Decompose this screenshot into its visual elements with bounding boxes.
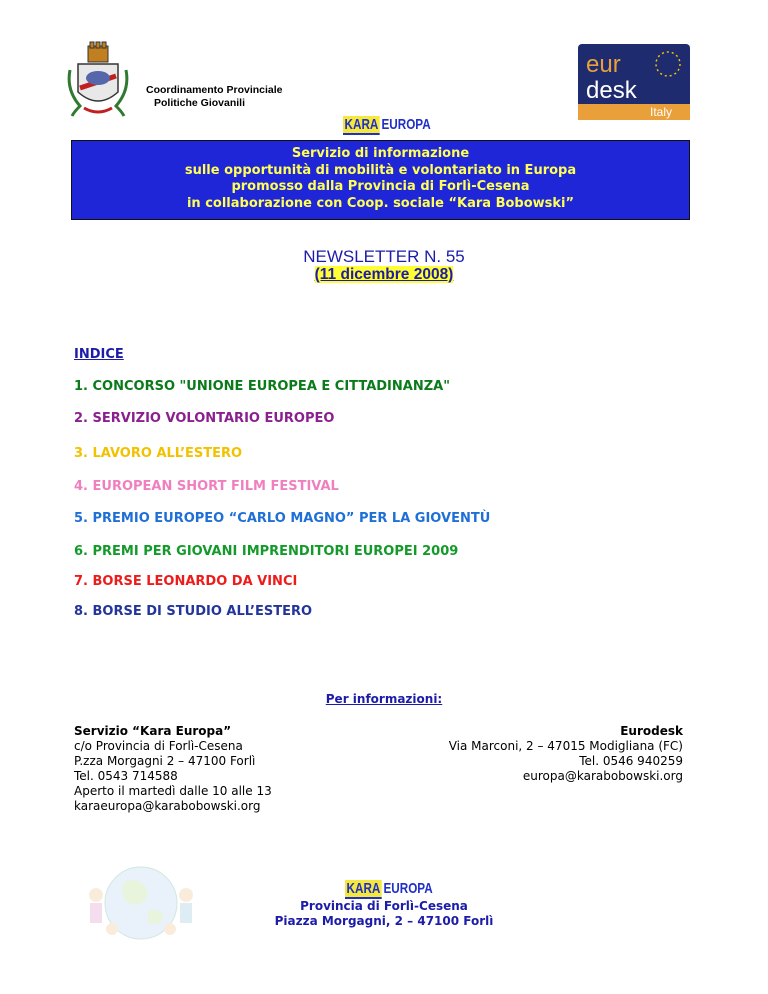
- index-item[interactable]: 7. BORSE LEONARDO DA VINCI: [74, 574, 298, 589]
- contact-left-line: Aperto il martedì dalle 10 alle 13: [74, 784, 272, 798]
- info-heading: Per informazioni:: [325, 692, 443, 706]
- banner-line-4: in collaborazione con Coop. sociale “Kara Bobowski”: [186, 195, 575, 211]
- index-item[interactable]: 4. EUROPEAN SHORT FILM FESTIVAL: [74, 479, 339, 494]
- footer-line-1: Provincia di Forlì-Cesena: [300, 899, 468, 913]
- contact-right-line: Tel. 0546 940259: [579, 754, 683, 768]
- org-line-1: Coordinamento Provinciale: [146, 84, 283, 96]
- contact-left-line: Tel. 0543 714588: [74, 769, 178, 783]
- kara-logo-part1: KARA: [346, 880, 381, 897]
- index-item[interactable]: 1. CONCORSO "UNIONE EUROPEA E CITTADINANZA": [74, 379, 450, 394]
- index-item[interactable]: 6. PREMI PER GIOVANI IMPRENDITORI EUROPEI 2009: [74, 544, 459, 559]
- kara-europa-footer-logo: [345, 880, 433, 897]
- index-item[interactable]: 2. SERVIZIO VOLONTARIO EUROPEO: [74, 411, 335, 426]
- contact-left-line: P.zza Morgagni 2 – 47100 Forlì: [74, 754, 256, 768]
- footer-address: [0, 899, 768, 929]
- coat-of-arms-logo: [66, 40, 130, 120]
- contact-right-email[interactable]: europa@karabobowski.org: [522, 769, 683, 783]
- banner-line-3: promosso dalla Provincia di Forlì-Cesena: [231, 179, 530, 194]
- newsletter-date-text: (11 dicembre 2008): [314, 266, 454, 283]
- kara-logo-part2: EUROPA: [381, 116, 431, 133]
- kara-logo-part1: KARA: [344, 116, 379, 133]
- index-item[interactable]: 5. PREMIO EUROPEO “CARLO MAGNO” PER LA GIOVENTÙ: [74, 511, 491, 526]
- banner-line-1: Servizio di informazione: [291, 146, 470, 161]
- contact-kara-europa: [74, 724, 272, 814]
- contact-right-line: Via Marconi, 2 – 47015 Modigliana (FC): [448, 739, 683, 753]
- kara-logo-part2: EUROPA: [383, 880, 433, 897]
- org-line-2: Politiche Giovanili: [154, 97, 246, 109]
- index-heading: INDICE: [74, 347, 124, 362]
- organization-name: [146, 84, 283, 110]
- svg-text:desk: desk: [586, 77, 637, 104]
- eurodesk-logo: [578, 44, 690, 120]
- contact-right-title: Eurodesk: [620, 724, 683, 738]
- index-item[interactable]: 3. LAVORO ALL’ESTERO: [74, 446, 243, 461]
- service-banner: [71, 140, 690, 220]
- newsletter-date: [0, 266, 768, 284]
- contact-eurodesk: [449, 724, 683, 784]
- footer-line-2: Piazza Morgagni, 2 – 47100 Forlì: [274, 914, 494, 928]
- contact-left-email[interactable]: karaeuropa@karabobowski.org: [74, 799, 261, 813]
- svg-text:Italy: Italy: [650, 105, 673, 119]
- kara-europa-logo: [343, 116, 431, 133]
- banner-line-2: sulle opportunità di mobilità e volontariato in Europa: [184, 162, 577, 178]
- contact-left-line: c/o Provincia di Forlì-Cesena: [74, 739, 243, 753]
- svg-text:eur: eur: [586, 51, 621, 78]
- contact-left-title: Servizio “Kara Europa”: [74, 724, 232, 738]
- newsletter-title: NEWSLETTER N. 55: [303, 247, 465, 266]
- index-item[interactable]: 8. BORSE DI STUDIO ALL’ESTERO: [74, 604, 313, 619]
